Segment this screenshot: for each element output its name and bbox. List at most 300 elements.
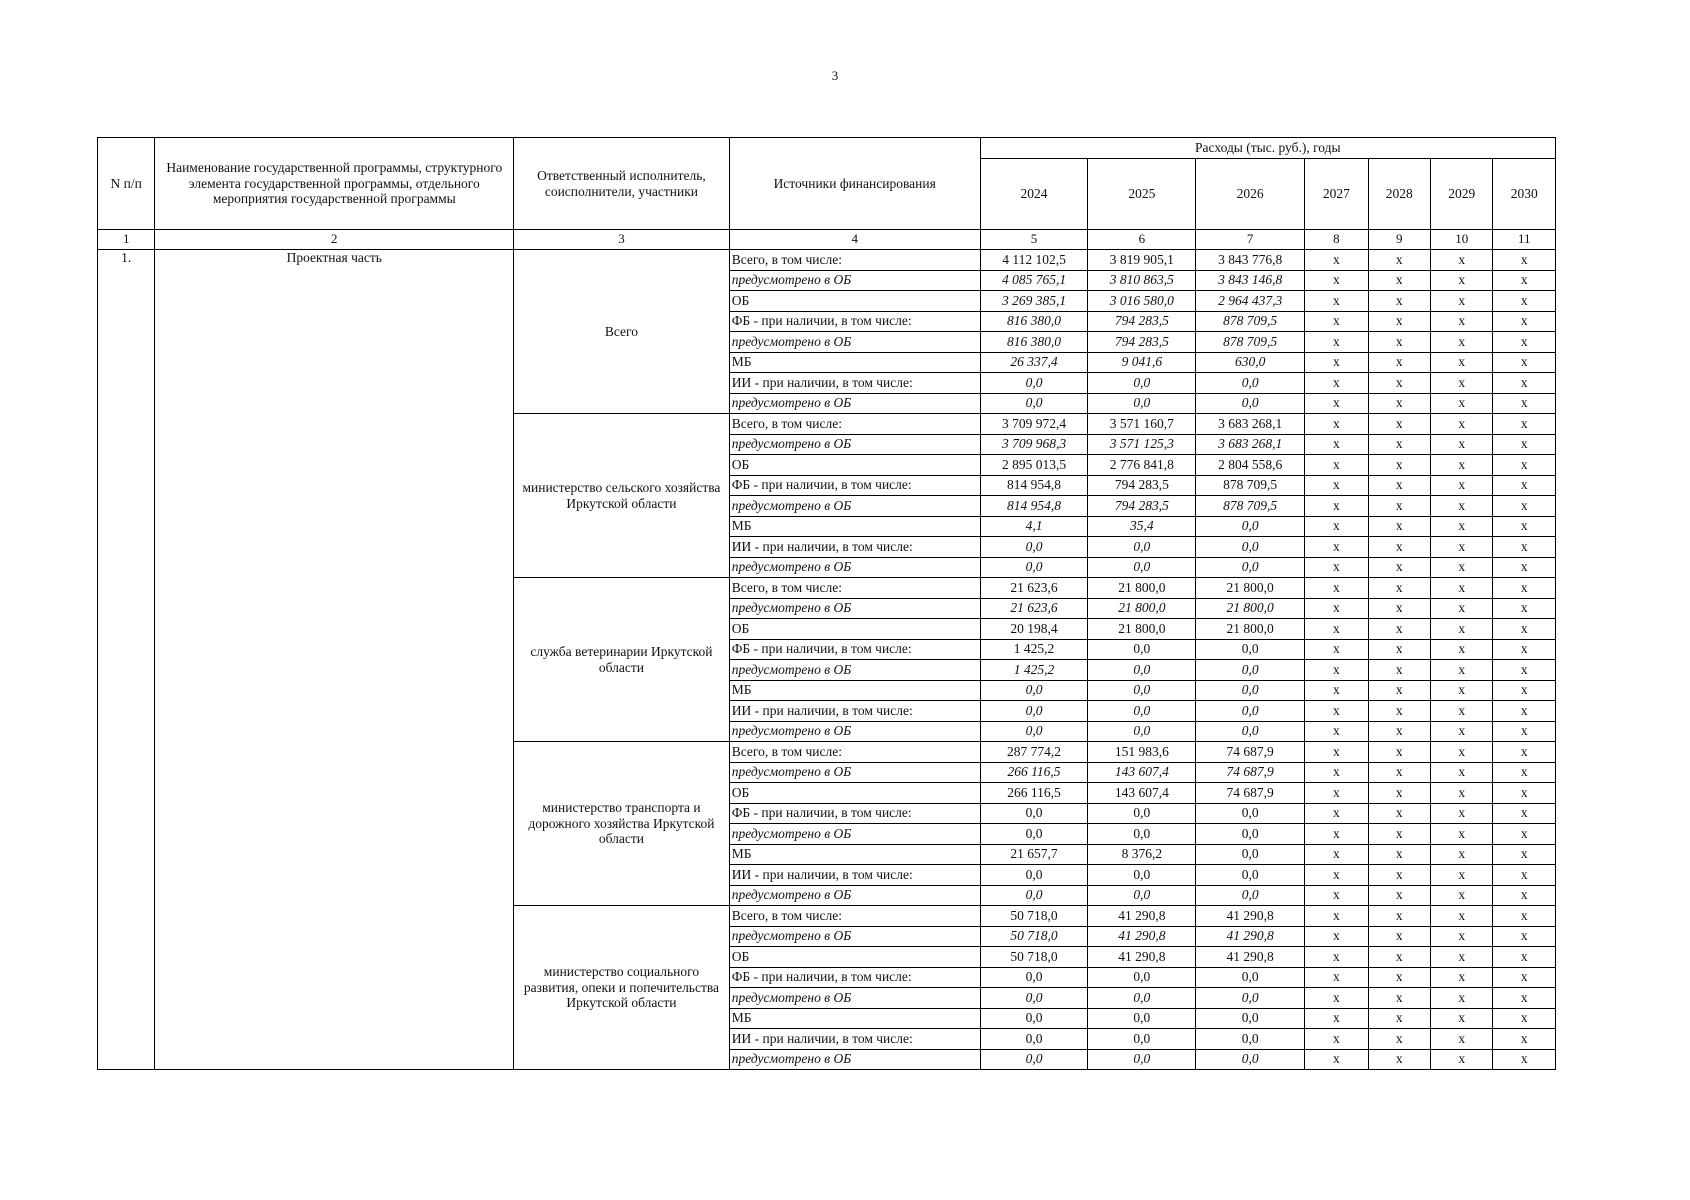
expense-value: 0,0 xyxy=(1088,639,1196,660)
expense-value: 26 337,4 xyxy=(980,352,1088,373)
not-applicable-mark: x xyxy=(1431,332,1493,353)
not-applicable-mark: x xyxy=(1431,496,1493,517)
header-year: 2024 xyxy=(980,159,1088,230)
not-applicable-mark: x xyxy=(1368,783,1430,804)
expense-value: 0,0 xyxy=(1196,885,1305,906)
not-applicable-mark: x xyxy=(1305,721,1368,742)
expense-value: 21 657,7 xyxy=(980,844,1088,865)
not-applicable-mark: x xyxy=(1493,783,1556,804)
expense-value: 0,0 xyxy=(1196,701,1305,722)
not-applicable-mark: x xyxy=(1431,455,1493,476)
expense-value: 3 683 268,1 xyxy=(1196,434,1305,455)
funding-source-label: предусмотрено в ОБ xyxy=(729,660,980,681)
not-applicable-mark: x xyxy=(1493,947,1556,968)
expense-value: 0,0 xyxy=(1196,537,1305,558)
not-applicable-mark: x xyxy=(1431,701,1493,722)
executor-name: министерство социального развития, опеки и попечительства Иркутской области xyxy=(514,906,730,1070)
expense-value: 878 709,5 xyxy=(1196,311,1305,332)
funding-source-label: ИИ - при наличии, в том числе: xyxy=(729,537,980,558)
funding-source-label: ФБ - при наличии, в том числе: xyxy=(729,311,980,332)
not-applicable-mark: x xyxy=(1493,885,1556,906)
not-applicable-mark: x xyxy=(1368,660,1430,681)
not-applicable-mark: x xyxy=(1305,455,1368,476)
expense-value: 0,0 xyxy=(1088,885,1196,906)
not-applicable-mark: x xyxy=(1368,414,1430,435)
funding-source-label: предусмотрено в ОБ xyxy=(729,1049,980,1070)
column-number: 5 xyxy=(980,230,1088,250)
not-applicable-mark: x xyxy=(1431,250,1493,271)
funding-source-label: предусмотрено в ОБ xyxy=(729,557,980,578)
expense-value: 0,0 xyxy=(1196,373,1305,394)
expense-value: 0,0 xyxy=(1088,1008,1196,1029)
not-applicable-mark: x xyxy=(1493,906,1556,927)
not-applicable-mark: x xyxy=(1305,906,1368,927)
expense-value: 0,0 xyxy=(1088,393,1196,414)
funding-source-label: ОБ xyxy=(729,291,980,312)
not-applicable-mark: x xyxy=(1431,414,1493,435)
not-applicable-mark: x xyxy=(1493,824,1556,845)
expense-value: 0,0 xyxy=(980,824,1088,845)
not-applicable-mark: x xyxy=(1305,311,1368,332)
funding-source-label: ОБ xyxy=(729,619,980,640)
not-applicable-mark: x xyxy=(1431,742,1493,763)
not-applicable-mark: x xyxy=(1493,496,1556,517)
funding-source-label: предусмотрено в ОБ xyxy=(729,496,980,517)
column-number: 3 xyxy=(514,230,730,250)
not-applicable-mark: x xyxy=(1493,250,1556,271)
not-applicable-mark: x xyxy=(1305,865,1368,886)
expense-value: 878 709,5 xyxy=(1196,496,1305,517)
column-number-row xyxy=(98,230,1556,250)
not-applicable-mark: x xyxy=(1305,988,1368,1009)
expense-value: 41 290,8 xyxy=(1088,947,1196,968)
expense-value: 0,0 xyxy=(1196,803,1305,824)
not-applicable-mark: x xyxy=(1431,783,1493,804)
not-applicable-mark: x xyxy=(1493,619,1556,640)
expense-value: 878 709,5 xyxy=(1196,332,1305,353)
not-applicable-mark: x xyxy=(1493,455,1556,476)
expense-value: 0,0 xyxy=(1196,557,1305,578)
expense-value: 0,0 xyxy=(1196,967,1305,988)
not-applicable-mark: x xyxy=(1368,516,1430,537)
expense-value: 21 800,0 xyxy=(1088,598,1196,619)
expense-value: 21 800,0 xyxy=(1196,598,1305,619)
expense-value: 0,0 xyxy=(1196,680,1305,701)
not-applicable-mark: x xyxy=(1305,926,1368,947)
expense-value: 0,0 xyxy=(1088,721,1196,742)
column-number: 11 xyxy=(1493,230,1556,250)
funding-source-label: предусмотрено в ОБ xyxy=(729,598,980,619)
funding-source-label: ФБ - при наличии, в том числе: xyxy=(729,967,980,988)
expense-value: 0,0 xyxy=(980,1029,1088,1050)
executor-name: служба ветеринарии Иркутской области xyxy=(514,578,730,742)
header-year: 2030 xyxy=(1493,159,1556,230)
not-applicable-mark: x xyxy=(1493,865,1556,886)
expense-value: 4 085 765,1 xyxy=(980,270,1088,291)
not-applicable-mark: x xyxy=(1368,557,1430,578)
not-applicable-mark: x xyxy=(1368,1049,1430,1070)
not-applicable-mark: x xyxy=(1493,639,1556,660)
not-applicable-mark: x xyxy=(1368,762,1430,783)
not-applicable-mark: x xyxy=(1368,352,1430,373)
expense-value: 3 819 905,1 xyxy=(1088,250,1196,271)
not-applicable-mark: x xyxy=(1305,783,1368,804)
expense-value: 3 016 580,0 xyxy=(1088,291,1196,312)
expense-value: 0,0 xyxy=(980,1008,1088,1029)
not-applicable-mark: x xyxy=(1305,824,1368,845)
expense-value: 2 964 437,3 xyxy=(1196,291,1305,312)
funding-source-label: Всего, в том числе: xyxy=(729,414,980,435)
not-applicable-mark: x xyxy=(1431,291,1493,312)
header-year: 2029 xyxy=(1431,159,1493,230)
expense-value: 0,0 xyxy=(1088,967,1196,988)
expense-value: 74 687,9 xyxy=(1196,742,1305,763)
expense-value: 0,0 xyxy=(1088,865,1196,886)
not-applicable-mark: x xyxy=(1493,988,1556,1009)
expense-value: 0,0 xyxy=(1196,1008,1305,1029)
not-applicable-mark: x xyxy=(1305,496,1368,517)
header-nn: N п/п xyxy=(98,138,155,230)
not-applicable-mark: x xyxy=(1493,311,1556,332)
not-applicable-mark: x xyxy=(1305,639,1368,660)
funding-source-label: ОБ xyxy=(729,947,980,968)
expense-value: 74 687,9 xyxy=(1196,783,1305,804)
table-row xyxy=(98,250,1556,271)
not-applicable-mark: x xyxy=(1305,844,1368,865)
not-applicable-mark: x xyxy=(1305,803,1368,824)
not-applicable-mark: x xyxy=(1305,947,1368,968)
funding-source-label: ИИ - при наличии, в том числе: xyxy=(729,1029,980,1050)
not-applicable-mark: x xyxy=(1493,660,1556,681)
expense-value: 3 571 160,7 xyxy=(1088,414,1196,435)
funding-source-label: предусмотрено в ОБ xyxy=(729,721,980,742)
not-applicable-mark: x xyxy=(1493,926,1556,947)
expense-value: 9 041,6 xyxy=(1088,352,1196,373)
not-applicable-mark: x xyxy=(1493,516,1556,537)
expense-value: 794 283,5 xyxy=(1088,332,1196,353)
expense-value: 0,0 xyxy=(1088,803,1196,824)
expense-value: 630,0 xyxy=(1196,352,1305,373)
not-applicable-mark: x xyxy=(1368,885,1430,906)
expense-value: 287 774,2 xyxy=(980,742,1088,763)
not-applicable-mark: x xyxy=(1368,578,1430,599)
not-applicable-mark: x xyxy=(1431,947,1493,968)
column-number: 6 xyxy=(1088,230,1196,250)
funding-source-label: предусмотрено в ОБ xyxy=(729,824,980,845)
expense-value: 0,0 xyxy=(1196,516,1305,537)
not-applicable-mark: x xyxy=(1431,557,1493,578)
funding-source-label: МБ xyxy=(729,844,980,865)
funding-source-label: ИИ - при наличии, в том числе: xyxy=(729,373,980,394)
not-applicable-mark: x xyxy=(1431,619,1493,640)
not-applicable-mark: x xyxy=(1305,393,1368,414)
funding-source-label: Всего, в том числе: xyxy=(729,742,980,763)
not-applicable-mark: x xyxy=(1305,291,1368,312)
expense-value: 3 683 268,1 xyxy=(1196,414,1305,435)
header-funding-source: Источники финансирования xyxy=(729,138,980,230)
expense-value: 878 709,5 xyxy=(1196,475,1305,496)
expense-value: 41 290,8 xyxy=(1196,906,1305,927)
expense-value: 0,0 xyxy=(1196,1029,1305,1050)
expense-value: 143 607,4 xyxy=(1088,762,1196,783)
not-applicable-mark: x xyxy=(1431,844,1493,865)
funding-source-label: предусмотрено в ОБ xyxy=(729,926,980,947)
not-applicable-mark: x xyxy=(1305,1049,1368,1070)
page-number: 3 xyxy=(831,68,839,83)
not-applicable-mark: x xyxy=(1493,721,1556,742)
not-applicable-mark: x xyxy=(1305,701,1368,722)
funding-source-label: МБ xyxy=(729,516,980,537)
expense-value: 0,0 xyxy=(980,721,1088,742)
expense-value: 0,0 xyxy=(1088,660,1196,681)
not-applicable-mark: x xyxy=(1431,762,1493,783)
not-applicable-mark: x xyxy=(1368,824,1430,845)
not-applicable-mark: x xyxy=(1368,496,1430,517)
column-number: 7 xyxy=(1196,230,1305,250)
expense-value: 3 843 776,8 xyxy=(1196,250,1305,271)
expense-value: 0,0 xyxy=(980,803,1088,824)
expense-value: 3 810 863,5 xyxy=(1088,270,1196,291)
not-applicable-mark: x xyxy=(1368,680,1430,701)
not-applicable-mark: x xyxy=(1305,598,1368,619)
not-applicable-mark: x xyxy=(1493,1029,1556,1050)
expense-value: 816 380,0 xyxy=(980,311,1088,332)
header-year: 2026 xyxy=(1196,159,1305,230)
expense-value: 21 623,6 xyxy=(980,598,1088,619)
expense-value: 21 800,0 xyxy=(1088,578,1196,599)
funding-source-label: предусмотрено в ОБ xyxy=(729,393,980,414)
column-number: 10 xyxy=(1431,230,1493,250)
expense-value: 0,0 xyxy=(980,393,1088,414)
not-applicable-mark: x xyxy=(1368,291,1430,312)
expense-value: 0,0 xyxy=(1088,537,1196,558)
expense-value: 0,0 xyxy=(980,537,1088,558)
not-applicable-mark: x xyxy=(1368,373,1430,394)
not-applicable-mark: x xyxy=(1368,434,1430,455)
not-applicable-mark: x xyxy=(1305,578,1368,599)
expense-value: 0,0 xyxy=(980,373,1088,394)
not-applicable-mark: x xyxy=(1368,311,1430,332)
expense-value: 74 687,9 xyxy=(1196,762,1305,783)
header-year: 2025 xyxy=(1088,159,1196,230)
not-applicable-mark: x xyxy=(1305,1008,1368,1029)
expense-value: 2 804 558,6 xyxy=(1196,455,1305,476)
not-applicable-mark: x xyxy=(1305,270,1368,291)
expense-value: 266 116,5 xyxy=(980,762,1088,783)
funding-source-label: ОБ xyxy=(729,455,980,476)
not-applicable-mark: x xyxy=(1305,557,1368,578)
not-applicable-mark: x xyxy=(1305,660,1368,681)
funding-source-label: предусмотрено в ОБ xyxy=(729,270,980,291)
not-applicable-mark: x xyxy=(1493,598,1556,619)
not-applicable-mark: x xyxy=(1431,680,1493,701)
not-applicable-mark: x xyxy=(1431,1049,1493,1070)
funding-source-label: предусмотрено в ОБ xyxy=(729,332,980,353)
not-applicable-mark: x xyxy=(1305,434,1368,455)
expense-value: 0,0 xyxy=(980,1049,1088,1070)
expense-value: 0,0 xyxy=(1196,639,1305,660)
not-applicable-mark: x xyxy=(1305,619,1368,640)
not-applicable-mark: x xyxy=(1431,393,1493,414)
funding-source-label: ФБ - при наличии, в том числе: xyxy=(729,639,980,660)
not-applicable-mark: x xyxy=(1431,352,1493,373)
funding-source-label: Всего, в том числе: xyxy=(729,250,980,271)
funding-source-label: МБ xyxy=(729,680,980,701)
expense-value: 41 290,8 xyxy=(1196,947,1305,968)
not-applicable-mark: x xyxy=(1305,373,1368,394)
funding-source-label: Всего, в том числе: xyxy=(729,906,980,927)
column-number: 8 xyxy=(1305,230,1368,250)
not-applicable-mark: x xyxy=(1368,1008,1430,1029)
not-applicable-mark: x xyxy=(1493,291,1556,312)
expense-value: 0,0 xyxy=(1088,701,1196,722)
executor-name: министерство сельского хозяйства Иркутской области xyxy=(514,414,730,578)
not-applicable-mark: x xyxy=(1368,926,1430,947)
not-applicable-mark: x xyxy=(1431,803,1493,824)
expense-value: 266 116,5 xyxy=(980,783,1088,804)
not-applicable-mark: x xyxy=(1368,701,1430,722)
expense-value: 50 718,0 xyxy=(980,906,1088,927)
header-year: 2027 xyxy=(1305,159,1368,230)
expense-value: 151 983,6 xyxy=(1088,742,1196,763)
expense-value: 1 425,2 xyxy=(980,660,1088,681)
not-applicable-mark: x xyxy=(1305,885,1368,906)
not-applicable-mark: x xyxy=(1493,414,1556,435)
not-applicable-mark: x xyxy=(1493,578,1556,599)
not-applicable-mark: x xyxy=(1305,762,1368,783)
not-applicable-mark: x xyxy=(1305,516,1368,537)
expense-value: 0,0 xyxy=(980,885,1088,906)
expense-value: 8 376,2 xyxy=(1088,844,1196,865)
expense-value: 21 800,0 xyxy=(1088,619,1196,640)
expense-value: 0,0 xyxy=(980,967,1088,988)
expense-value: 21 800,0 xyxy=(1196,619,1305,640)
funding-source-label: МБ xyxy=(729,352,980,373)
not-applicable-mark: x xyxy=(1368,332,1430,353)
not-applicable-mark: x xyxy=(1493,332,1556,353)
not-applicable-mark: x xyxy=(1368,844,1430,865)
expense-value: 4,1 xyxy=(980,516,1088,537)
column-number: 9 xyxy=(1368,230,1430,250)
not-applicable-mark: x xyxy=(1431,906,1493,927)
funding-source-label: МБ xyxy=(729,1008,980,1029)
expense-value: 814 954,8 xyxy=(980,496,1088,517)
not-applicable-mark: x xyxy=(1493,701,1556,722)
expense-value: 0,0 xyxy=(1088,1049,1196,1070)
expense-value: 50 718,0 xyxy=(980,926,1088,947)
expense-value: 50 718,0 xyxy=(980,947,1088,968)
not-applicable-mark: x xyxy=(1368,619,1430,640)
expense-value: 0,0 xyxy=(1196,988,1305,1009)
expense-value: 816 380,0 xyxy=(980,332,1088,353)
header-program-name: Наименование государственной программы, структурного элемента государственной программы, отдельного мероприятия государственной программы xyxy=(155,138,514,230)
expense-value: 0,0 xyxy=(1088,557,1196,578)
column-number: 4 xyxy=(729,230,980,250)
not-applicable-mark: x xyxy=(1493,557,1556,578)
expense-value: 1 425,2 xyxy=(980,639,1088,660)
not-applicable-mark: x xyxy=(1493,475,1556,496)
executor-name: министерство транспорта и дорожного хозяйства Иркутской области xyxy=(514,742,730,906)
not-applicable-mark: x xyxy=(1368,393,1430,414)
not-applicable-mark: x xyxy=(1431,516,1493,537)
not-applicable-mark: x xyxy=(1368,742,1430,763)
not-applicable-mark: x xyxy=(1431,311,1493,332)
expense-value: 0,0 xyxy=(980,988,1088,1009)
expense-value: 794 283,5 xyxy=(1088,475,1196,496)
not-applicable-mark: x xyxy=(1493,967,1556,988)
not-applicable-mark: x xyxy=(1305,475,1368,496)
not-applicable-mark: x xyxy=(1493,270,1556,291)
expense-value: 814 954,8 xyxy=(980,475,1088,496)
row-number: 1. xyxy=(98,250,155,1070)
expense-value: 41 290,8 xyxy=(1196,926,1305,947)
expense-value: 20 198,4 xyxy=(980,619,1088,640)
row-program-name: Проектная часть xyxy=(155,250,514,1070)
expense-value: 3 709 968,3 xyxy=(980,434,1088,455)
not-applicable-mark: x xyxy=(1431,270,1493,291)
not-applicable-mark: x xyxy=(1368,598,1430,619)
not-applicable-mark: x xyxy=(1431,434,1493,455)
not-applicable-mark: x xyxy=(1305,537,1368,558)
expense-value: 143 607,4 xyxy=(1088,783,1196,804)
not-applicable-mark: x xyxy=(1493,742,1556,763)
not-applicable-mark: x xyxy=(1305,967,1368,988)
expense-value: 0,0 xyxy=(1088,988,1196,1009)
expense-value: 3 571 125,3 xyxy=(1088,434,1196,455)
not-applicable-mark: x xyxy=(1431,865,1493,886)
expense-value: 21 623,6 xyxy=(980,578,1088,599)
not-applicable-mark: x xyxy=(1493,352,1556,373)
executor-name: Всего xyxy=(514,250,730,414)
funding-source-label: предусмотрено в ОБ xyxy=(729,434,980,455)
not-applicable-mark: x xyxy=(1368,475,1430,496)
not-applicable-mark: x xyxy=(1368,270,1430,291)
not-applicable-mark: x xyxy=(1305,742,1368,763)
expense-value: 794 283,5 xyxy=(1088,311,1196,332)
budget-table xyxy=(97,137,1556,1070)
funding-source-label: предусмотрено в ОБ xyxy=(729,988,980,1009)
expense-value: 2 895 013,5 xyxy=(980,455,1088,476)
not-applicable-mark: x xyxy=(1305,1029,1368,1050)
not-applicable-mark: x xyxy=(1431,537,1493,558)
not-applicable-mark: x xyxy=(1493,373,1556,394)
not-applicable-mark: x xyxy=(1493,1008,1556,1029)
funding-source-label: ФБ - при наличии, в том числе: xyxy=(729,475,980,496)
not-applicable-mark: x xyxy=(1431,967,1493,988)
table-body xyxy=(98,250,1556,1070)
expense-value: 0,0 xyxy=(1088,824,1196,845)
not-applicable-mark: x xyxy=(1368,803,1430,824)
column-number: 2 xyxy=(155,230,514,250)
not-applicable-mark: x xyxy=(1431,926,1493,947)
not-applicable-mark: x xyxy=(1431,824,1493,845)
funding-source-label: ФБ - при наличии, в том числе: xyxy=(729,803,980,824)
not-applicable-mark: x xyxy=(1431,1029,1493,1050)
expense-value: 41 290,8 xyxy=(1088,926,1196,947)
not-applicable-mark: x xyxy=(1305,680,1368,701)
not-applicable-mark: x xyxy=(1431,885,1493,906)
expense-value: 0,0 xyxy=(1088,680,1196,701)
funding-source-label: предусмотрено в ОБ xyxy=(729,885,980,906)
not-applicable-mark: x xyxy=(1431,660,1493,681)
not-applicable-mark: x xyxy=(1368,639,1430,660)
not-applicable-mark: x xyxy=(1305,414,1368,435)
not-applicable-mark: x xyxy=(1431,1008,1493,1029)
expense-value: 0,0 xyxy=(1196,721,1305,742)
not-applicable-mark: x xyxy=(1431,721,1493,742)
not-applicable-mark: x xyxy=(1305,332,1368,353)
expense-value: 0,0 xyxy=(1196,660,1305,681)
